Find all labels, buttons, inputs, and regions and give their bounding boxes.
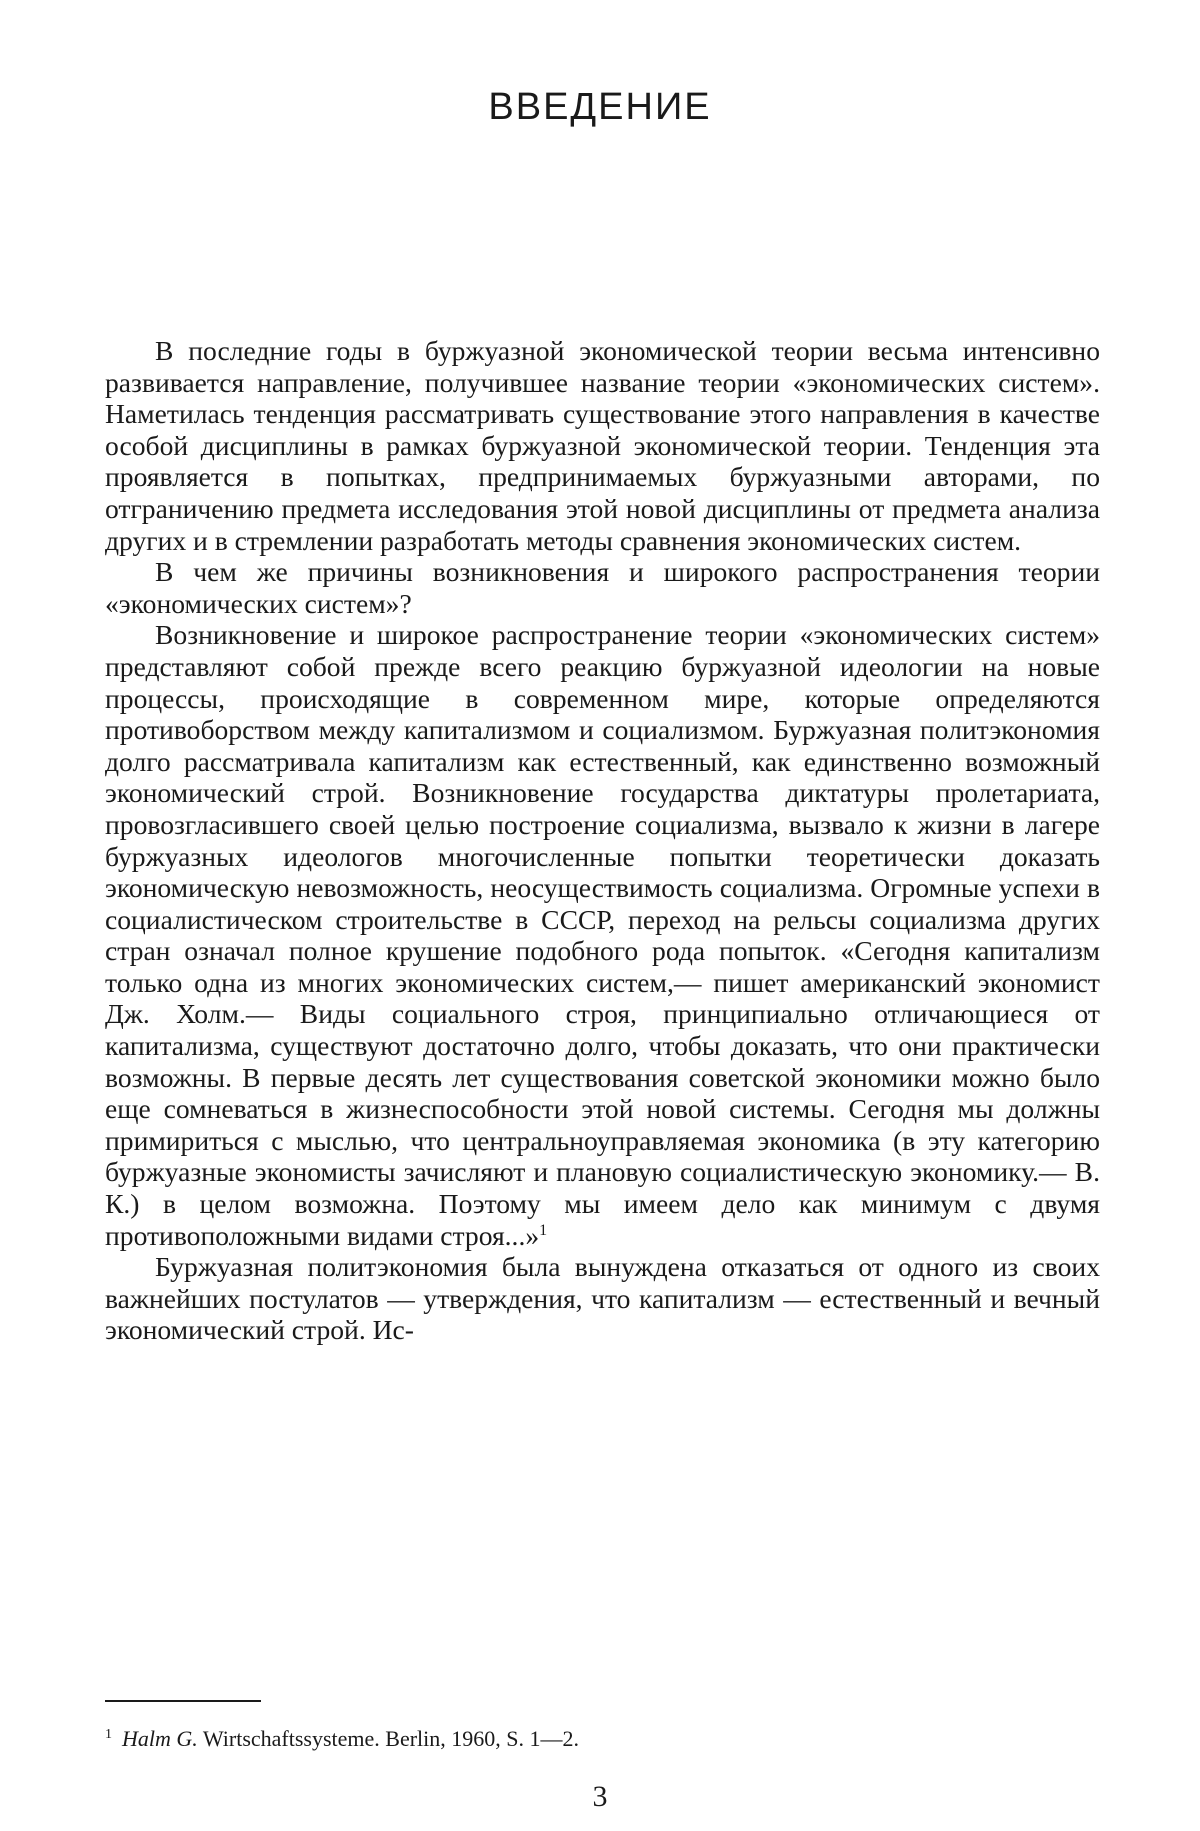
footnote-author: Halm G. (122, 1726, 198, 1751)
footnote-divider (105, 1700, 261, 1702)
paragraph-1: В последние годы в буржуазной экономической теории весьма интенсивно развивается направление, получившее название теории «экономических систем». Наметилась тенденция рассматривать существование этого направления в качестве особой дисциплины в рамках буржуазной экономической теории. Тенденция эта проявляется в попытках, предпринимаемых буржуазными авторами, по отграничению предмета исследования этой новой дисциплины от предмета анализа других и в стремлении разработать методы сравнения экономических систем. (105, 335, 1100, 556)
main-text (105, 335, 1100, 1346)
footnote-number: 1 (105, 1727, 112, 1742)
footnote-reference: 1 (539, 1221, 547, 1238)
book-page (0, 0, 1200, 1831)
paragraph-4: Буржуазная политэкономия была вынуждена отказаться от одного из своих важнейших постулатов — утверждения, что капитализм — естественный и вечный экономический строй. Ис- (105, 1251, 1100, 1346)
chapter-title: ВВЕДЕНИЕ (0, 86, 1200, 129)
paragraph-2: В чем же причины возникновения и широкого распространения теории «экономических систем»? (105, 556, 1100, 619)
footnote-text: Wirtschaftssysteme. Berlin, 1960, S. 1—2. (203, 1726, 579, 1751)
footnote (105, 1726, 1100, 1752)
page-number: 3 (0, 1780, 1200, 1814)
paragraph-3 (105, 619, 1100, 1251)
paragraph-3-text: Возникновение и широкое распространение теории «экономических систем» представляют собой прежде всего реакцию буржуазной идеологии на новые процессы, происходящие в современном мире, которые определяются противоборством между капитализмом и социализмом. Буржуазная политэкономия долго рассматривала капитализм как естественный, как единственно возможный экономический строй. Возникновение государства диктатуры пролетариата, провозгласившего своей целью построение социализма, вызвало к жизни в лагере буржуазных идеологов многочисленные попытки теоретически доказать экономическую невозможность, неосуществимость социализма. Огромные успехи в социалистическом строительстве в СССР, переход на рельсы социализма других стран означал полное крушение подобного рода попыток. «Сегодня капитализм только одна из многих экономических систем,— пишет американский экономист Дж. Холм.— Виды социального строя, принципиально отличающиеся от капитализма, существуют достаточно долго, чтобы доказать, что они практически возможны. В первые десять лет существования советской экономики можно было еще сомневаться в жизнеспособности этой новой системы. Сегодня мы должны примириться с мыслью, что центральноуправляемая экономика (в эту категорию буржуазные экономисты зачисляют и плановую социалистическую экономику.— В. К.) в целом возможна. Поэтому мы имеем дело как минимум с двумя противоположными видами строя...» (105, 619, 1100, 1250)
